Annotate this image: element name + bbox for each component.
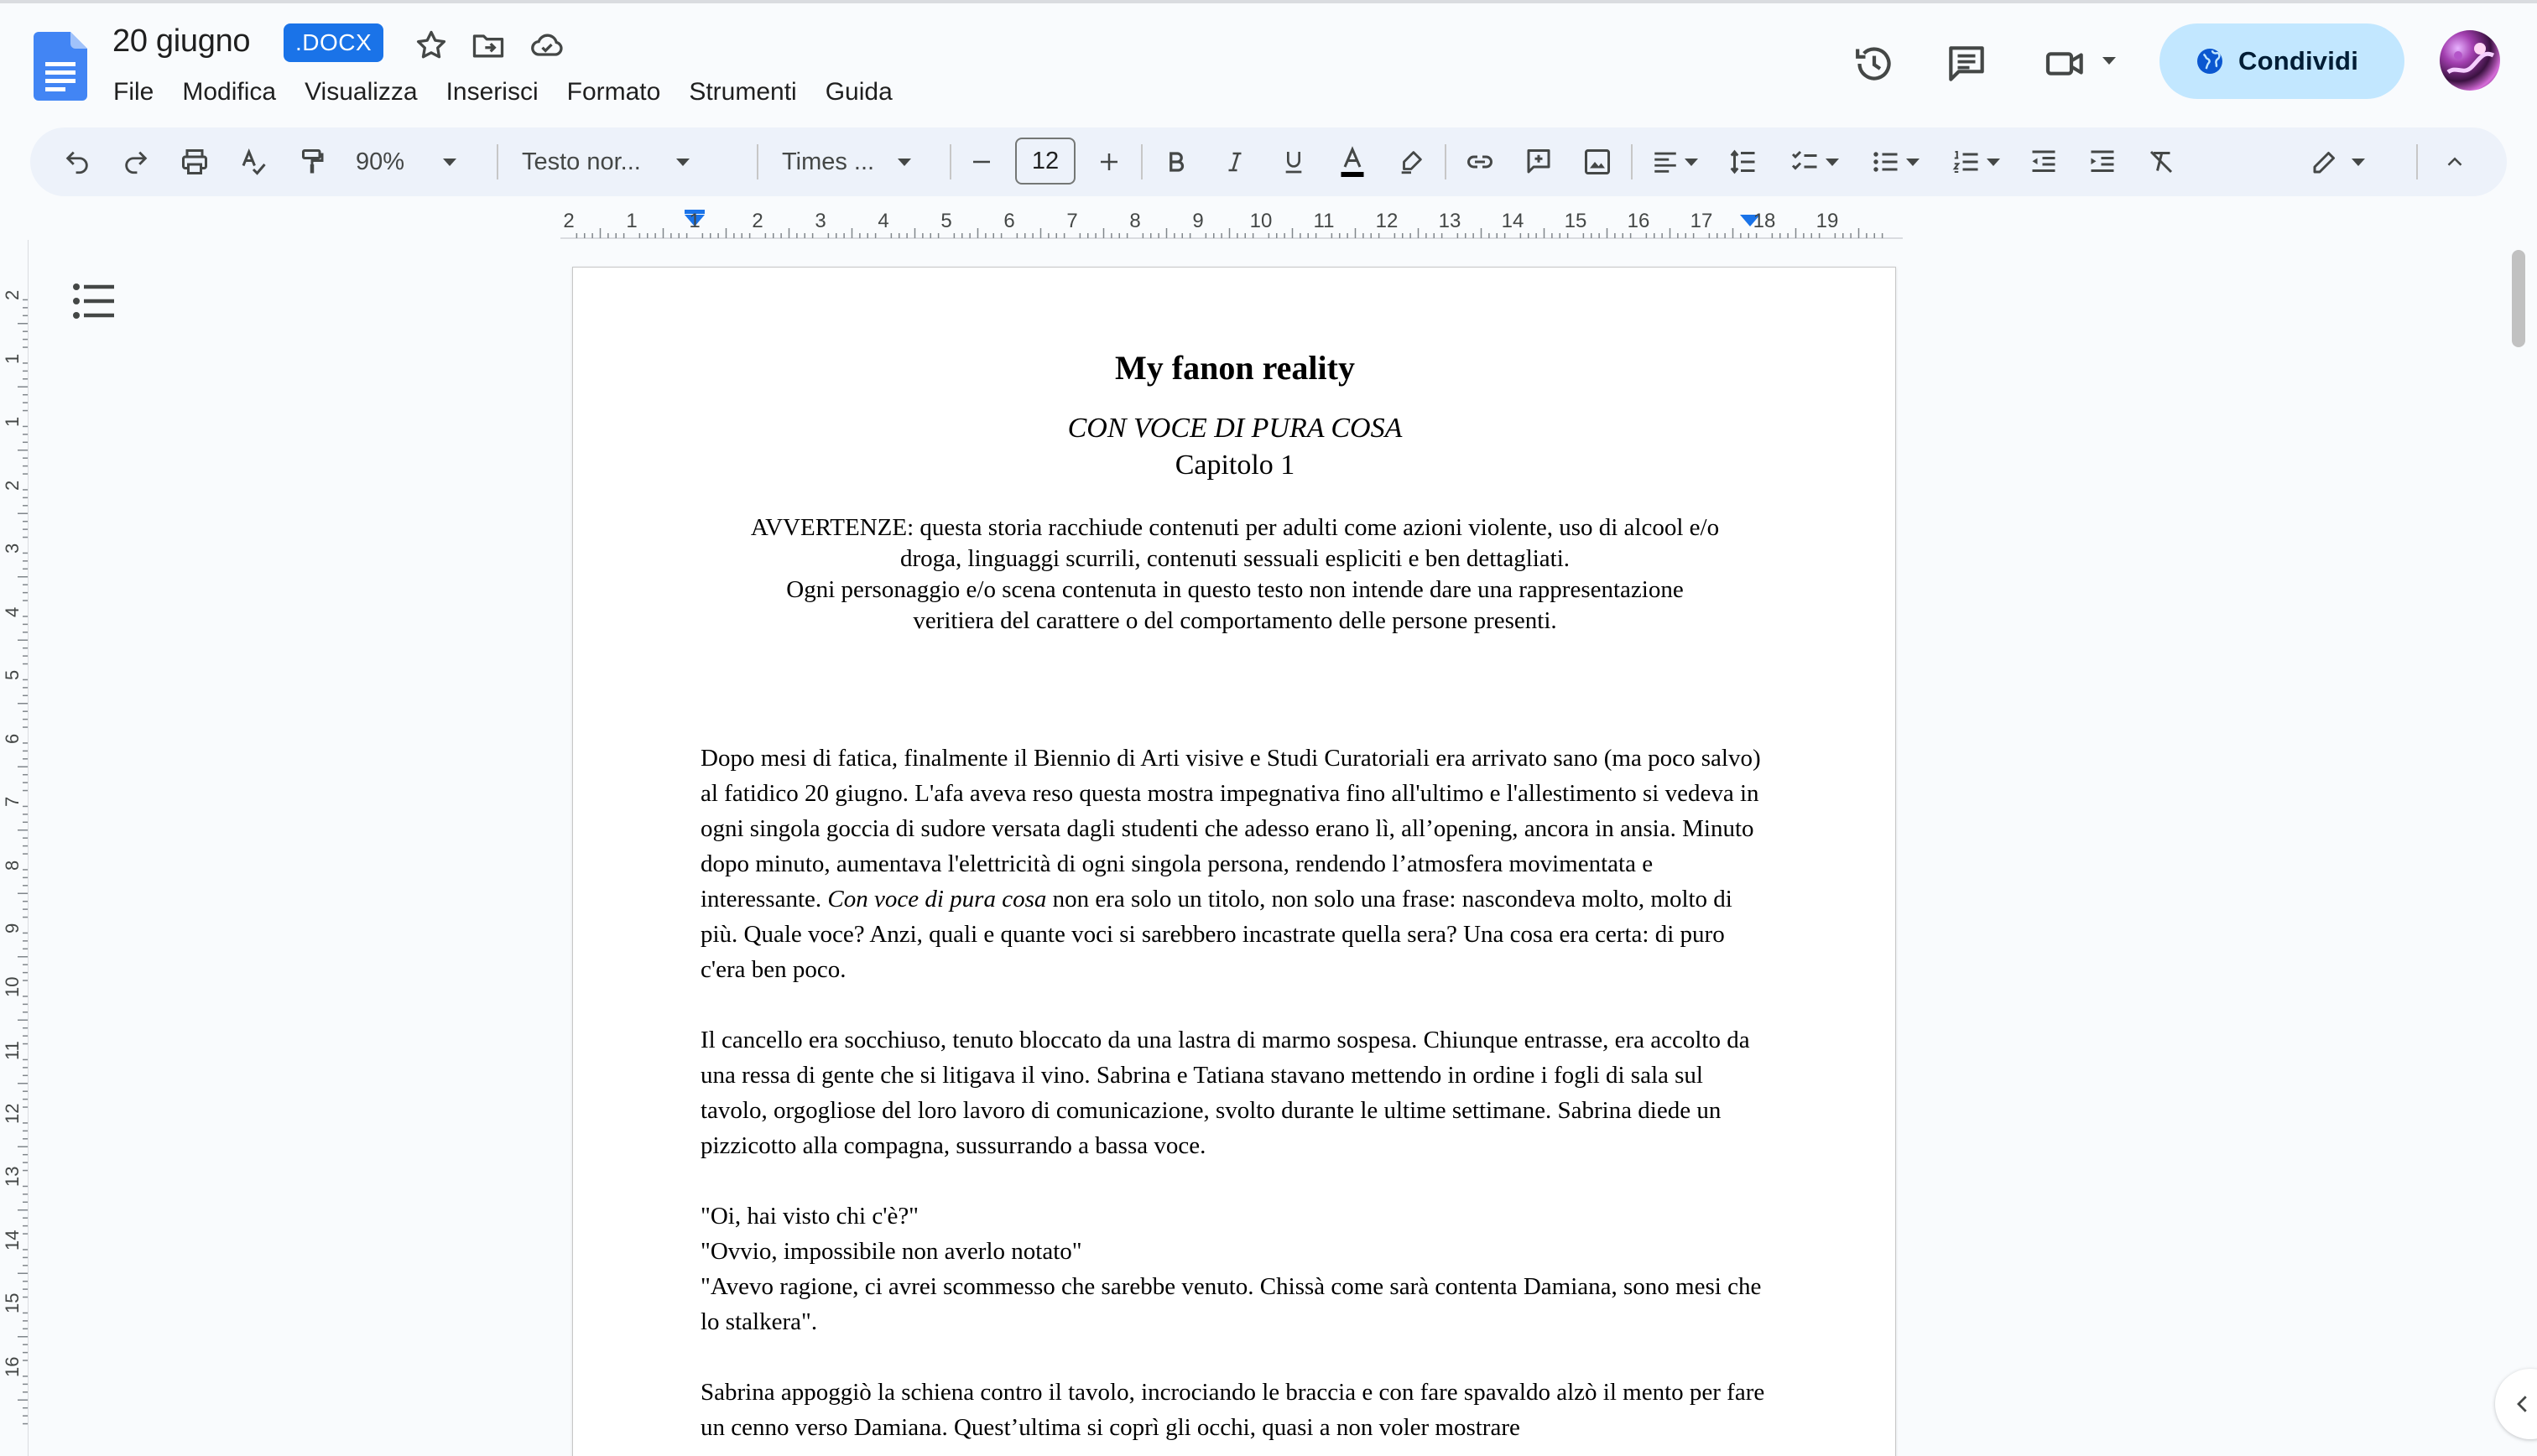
ruler-label: 11 — [1313, 210, 1335, 232]
vertical-ruler-label: 2 — [2, 480, 23, 491]
spellcheck-icon — [238, 147, 268, 177]
share-button-label: Condividi — [2238, 46, 2359, 75]
font-family-value: Times ... — [782, 148, 875, 175]
share-button[interactable] — [2159, 23, 2404, 99]
redo-button[interactable] — [111, 127, 161, 196]
align-select[interactable] — [1639, 127, 1710, 196]
document-page[interactable] — [572, 267, 1896, 1456]
ruler-label: 4 — [878, 210, 889, 232]
insert-image-icon — [1582, 147, 1612, 177]
bulleted-list-icon — [1871, 147, 1901, 177]
chevron-left-icon — [2510, 1391, 2535, 1417]
chapter-label: Capitolo 1 — [1175, 450, 1295, 481]
increase-indent-button[interactable] — [2077, 127, 2128, 196]
increase-font-size-button[interactable] — [1084, 127, 1134, 196]
dialogue-line: "Ovvio, impossibile non averlo notato" — [701, 1238, 1082, 1265]
document-heading: My fanon reality — [1115, 349, 1355, 387]
dialogue-line: "Oi, hai visto chi c'è?" — [701, 1203, 919, 1230]
add-comment-button[interactable] — [1512, 127, 1565, 196]
checklist-select[interactable] — [1777, 127, 1852, 196]
collapse-toolbar-button[interactable] — [2428, 127, 2482, 196]
ruler-label: 7 — [1066, 210, 1078, 232]
vertical-ruler-label: 8 — [2, 860, 23, 871]
spellcheck-button[interactable] — [228, 127, 279, 196]
line-spacing-button[interactable] — [1718, 127, 1769, 196]
text-color-icon — [1337, 145, 1367, 179]
italic-icon — [1222, 149, 1248, 174]
ruler-label: 1 — [689, 210, 701, 232]
vertical-ruler-label: 15 — [2, 1292, 23, 1313]
menu-file[interactable]: File — [113, 78, 154, 106]
menu-strumenti[interactable]: Strumenti — [689, 78, 797, 106]
highlight-color-button[interactable] — [1384, 127, 1438, 196]
link-icon — [1465, 147, 1495, 177]
paragraph-text: non era solo un titolo, non solo una frase: nascondeva molto, molto di più. Quale voce? Anzi, quali e quante voci si sarebbero incastrate quella sera? Una cosa era certa: di puro c'era ben poco. — [701, 886, 1732, 983]
bold-icon — [1164, 149, 1189, 174]
highlight-icon — [1397, 148, 1425, 176]
paragraph-text: Dopo mesi di fatica, finalmente il Biennio di Arti visive e Studi Curatoriali era arrivato sano (ma poco salvo) al fatidico 20 giugno. L'afa aveva reso questa mostra impegnativa fino all'ultimo e l'allestimento si vedeva in ogni singola goccia di sudore versata dagli studenti che adesso erano lì, all’opening, ancora in ansia. Minuto dopo minuto, aumentava l'elettricità di ogni singola persona, rendendo l’atmosfera movimentata e interessante. — [701, 745, 1761, 913]
toolbar-divider — [1141, 144, 1143, 179]
vertical-ruler-label: 11 — [2, 1041, 23, 1060]
vertical-ruler-label: 2 — [2, 289, 23, 300]
ruler-label: 1 — [626, 210, 638, 232]
warning-line: Ogni personaggio e/o scena contenuta in questo testo non intende dare una rappresentazione — [786, 576, 1684, 603]
comments-icon[interactable] — [1943, 40, 1990, 87]
ruler-label: 5 — [940, 210, 952, 232]
document-subtitle: CON VOCE DI PURA COSA — [1067, 413, 1403, 444]
vertical-ruler-label: 10 — [2, 976, 23, 997]
globe-icon — [2195, 46, 2225, 76]
numbered-list-icon — [1951, 147, 1982, 177]
file-format-badge: .DOCX — [284, 23, 383, 62]
increase-indent-icon — [2087, 147, 2118, 177]
insert-link-button[interactable] — [1453, 127, 1507, 196]
font-dropdown-icon — [898, 159, 911, 166]
decrease-indent-button[interactable] — [2019, 127, 2069, 196]
add-comment-icon — [1524, 147, 1554, 177]
toolbar-divider — [497, 144, 498, 179]
font-family-select[interactable] — [775, 127, 943, 196]
ruler-label: 15 — [1564, 210, 1587, 232]
plus-icon — [1097, 149, 1122, 174]
menu-modifica[interactable]: Modifica — [182, 78, 277, 106]
toolbar-divider — [757, 144, 758, 179]
style-dropdown-icon — [676, 159, 690, 166]
warning-line: AVVERTENZE: questa storia racchiude contenuti per adulti come azioni violente, uso di alcool e/o — [750, 514, 1720, 541]
vertical-ruler-label: 6 — [2, 733, 23, 744]
dialogue-line: "Avevo ragione, ci avrei scommesso che sarebbe venuto. Chissà come sarà contenta Damiana, sono mesi che lo stalkera". — [701, 1273, 1762, 1335]
undo-icon — [63, 148, 91, 176]
toolbar-divider — [1631, 144, 1633, 179]
zoom-select[interactable] — [347, 127, 465, 196]
ruler-label: 6 — [1003, 210, 1015, 232]
toolbar-divider — [2416, 144, 2418, 179]
vertical-ruler-label: 9 — [2, 923, 23, 933]
redo-icon — [122, 148, 150, 176]
document-outline-icon[interactable] — [72, 282, 114, 320]
menu-inserisci[interactable]: Inserisci — [445, 78, 539, 106]
warning-line: droga, linguaggi scurrili, contenuti sessuali espliciti e ben dettagliati. — [899, 545, 1571, 572]
ruler-label: 19 — [1815, 210, 1839, 232]
underline-icon — [1280, 148, 1307, 175]
paragraph: Il cancello era socchiuso, tenuto bloccato da una lastra di marmo sospesa. Chiunque entrasse, era accolto da una ressa di gente che si litigava il vino. Sabrina e Tatiana stavano mettendo in ordine i fogli di sala sul tavolo, orgogliose del loro lavoro di comunicazione, svolto durante le ultime settimane. Sabrina diede un pizzicotto alla compagna, sussurrando a bassa voce. — [701, 1027, 1750, 1159]
editing-mode-icon — [2310, 147, 2340, 177]
toolbar-divider — [950, 144, 951, 179]
checklist-dropdown-icon — [1826, 159, 1839, 166]
minus-icon — [969, 149, 994, 174]
avatar-image — [2440, 30, 2500, 91]
ruler-label: 9 — [1192, 210, 1204, 232]
move-folder-icon[interactable] — [470, 27, 507, 64]
ruler-label: 18 — [1753, 210, 1776, 232]
zoom-dropdown-icon — [443, 159, 456, 166]
google-docs-logo-icon[interactable] — [34, 32, 87, 101]
numbered-list-select[interactable] — [1938, 127, 2013, 196]
vertical-ruler[interactable] — [0, 240, 29, 1456]
ruler-label: 14 — [1501, 210, 1524, 232]
vertical-ruler-label: 1 — [2, 353, 23, 364]
align-dropdown-icon — [1685, 159, 1698, 166]
line-spacing-icon — [1728, 147, 1758, 177]
paragraph: Sabrina appoggiò la schiena contro il tavolo, incrociando le braccia e con fare spavaldo alzò il mento per fare un cenno verso Damiana. Quest’ultima si coprì gli occhi, quasi a non voler mostrare — [701, 1379, 1765, 1441]
vertical-ruler-label: 14 — [2, 1230, 23, 1251]
decrease-indent-icon — [2029, 147, 2059, 177]
menu-bar — [99, 74, 907, 111]
bulleted-list-select[interactable] — [1857, 127, 1933, 196]
paragraph — [701, 741, 1769, 987]
document-title[interactable]: 20 giugno — [112, 23, 251, 59]
vertical-ruler-label: 13 — [2, 1166, 23, 1187]
ruler-label: 2 — [563, 210, 575, 232]
numbered-list-dropdown-icon — [1987, 159, 2000, 166]
menu-guida[interactable]: Guida — [825, 78, 893, 106]
paint-format-icon — [297, 147, 327, 177]
ruler-label: 16 — [1627, 210, 1650, 232]
align-left-icon — [1651, 148, 1680, 176]
content-warning — [701, 512, 1769, 637]
ruler-label: 3 — [815, 210, 826, 232]
meet-camera-icon[interactable] — [2042, 40, 2089, 87]
vertical-ruler-label: 1 — [2, 416, 23, 427]
vertical-ruler-label: 5 — [2, 669, 23, 680]
decrease-font-size-button[interactable] — [956, 127, 1007, 196]
ruler-label: 17 — [1690, 210, 1713, 232]
bold-button[interactable] — [1149, 127, 1203, 196]
clear-formatting-button[interactable] — [2136, 127, 2186, 196]
meet-dropdown-icon[interactable] — [2102, 57, 2116, 65]
star-icon[interactable] — [413, 27, 450, 64]
vertical-ruler-label: 3 — [2, 543, 23, 554]
underline-button[interactable] — [1267, 127, 1321, 196]
paragraph-style-value: Testo nor... — [522, 148, 641, 175]
print-icon — [180, 147, 210, 177]
insert-image-button[interactable] — [1571, 127, 1624, 196]
vertical-ruler-label: 16 — [2, 1356, 23, 1377]
account-avatar[interactable] — [2440, 30, 2500, 91]
vertical-scrollbar-thumb[interactable] — [2512, 250, 2525, 347]
ruler-label: 2 — [752, 210, 763, 232]
undo-button[interactable] — [52, 127, 102, 196]
toolbar-divider — [1445, 144, 1446, 179]
ruler-label: 12 — [1375, 210, 1399, 232]
text-color-button[interactable] — [1326, 127, 1379, 196]
print-button[interactable] — [169, 127, 220, 196]
warning-line: veritiera del carattere o del comportamento delle persone presenti. — [913, 607, 1557, 634]
horizontal-ruler[interactable] — [560, 206, 1903, 240]
clear-formatting-icon — [2146, 147, 2176, 177]
ruler-label: 10 — [1249, 210, 1273, 232]
formatting-toolbar — [30, 127, 2507, 196]
app-header — [0, 3, 2537, 121]
vertical-ruler-label: 12 — [2, 1103, 23, 1124]
vertical-ruler-label: 4 — [2, 606, 23, 617]
side-panel-toggle[interactable] — [2495, 1369, 2537, 1439]
document-body[interactable] — [701, 345, 1769, 1445]
version-history-icon[interactable] — [1851, 40, 1898, 87]
paragraph-style-select[interactable] — [515, 127, 742, 196]
menu-formato[interactable]: Formato — [566, 78, 661, 106]
checklist-icon — [1790, 147, 1821, 177]
italic-button[interactable] — [1208, 127, 1262, 196]
menu-visualizza[interactable]: Visualizza — [305, 78, 418, 106]
cloud-saved-icon[interactable] — [529, 27, 565, 64]
zoom-value: 90% — [356, 148, 405, 175]
editing-mode-dropdown-icon — [2352, 159, 2365, 166]
ruler-label: 8 — [1129, 210, 1141, 232]
ruler-label: 13 — [1438, 210, 1461, 232]
editing-mode-select[interactable] — [2295, 127, 2379, 196]
font-size-input[interactable]: 12 — [1015, 138, 1076, 185]
paint-format-button[interactable] — [287, 127, 337, 196]
italic-title-text: Con voce di pura cosa — [827, 886, 1047, 913]
bulleted-list-dropdown-icon — [1906, 159, 1920, 166]
chevron-up-icon — [2442, 149, 2467, 174]
vertical-ruler-label: 7 — [2, 796, 23, 807]
